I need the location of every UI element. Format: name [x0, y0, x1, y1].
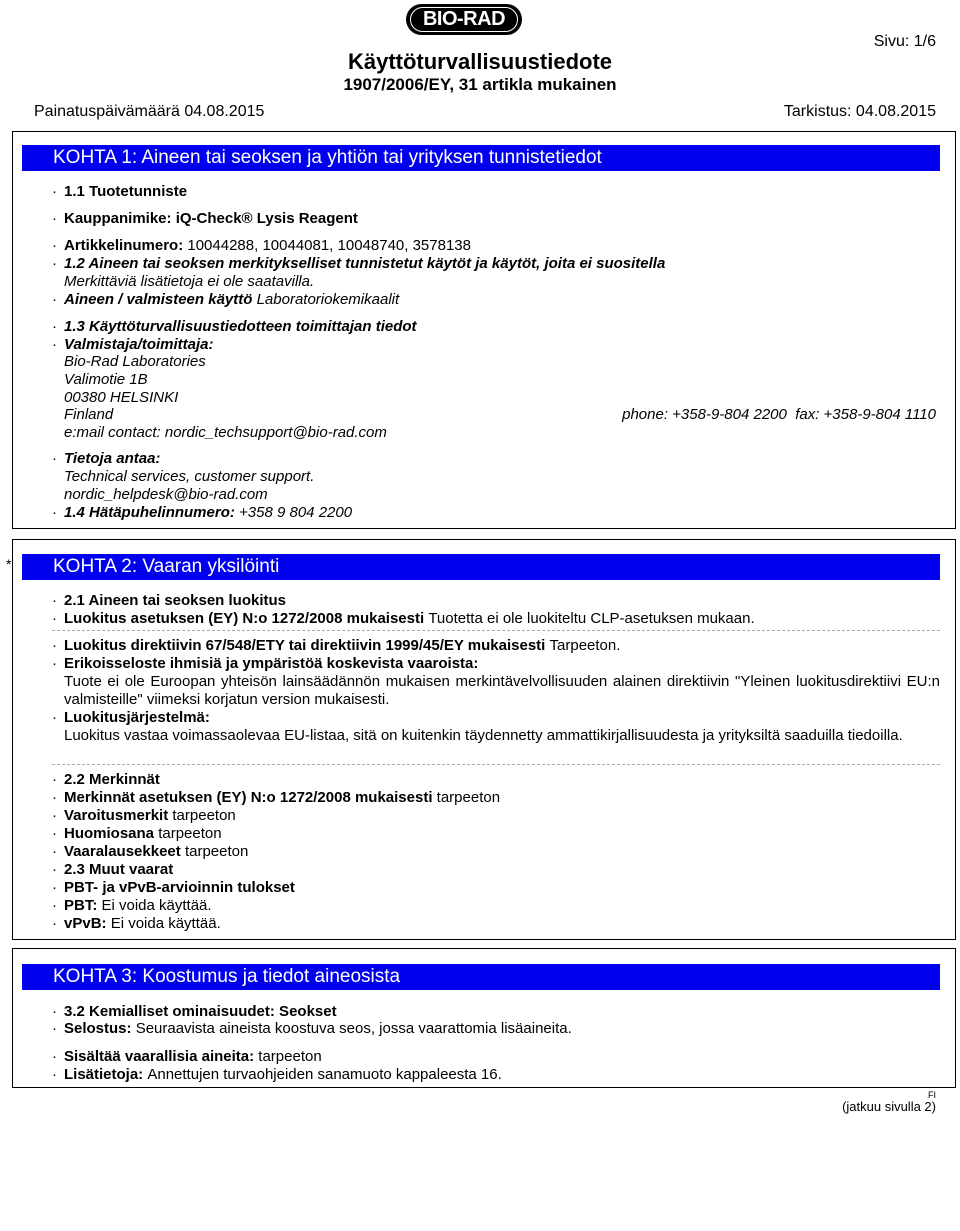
mixture-description: Selostus: Seuraavista aineista koostuva seos, jossa vaarattomia lisäaineita. — [64, 1020, 572, 1037]
relevant-uses-info: Merkittäviä lisätietoja ei ole saatavilla. — [64, 273, 315, 290]
signal-word: Huomiosana tarpeeton — [64, 825, 222, 842]
supplier-country: Finland — [64, 406, 114, 423]
page-number: Sivu: 1/6 — [873, 33, 936, 50]
hazard-statement-label: Erikoisseloste ihmisiä ja ympäristöä koskevista vaaroista: — [64, 655, 479, 672]
clp-labelling: Merkinnät asetuksen (EY) N:o 1272/2008 mukaisesti tarpeeton — [64, 789, 501, 806]
classification-system-label: Luokitusjärjestelmä: — [64, 709, 210, 726]
document-title: Käyttöturvallisuustiedote — [347, 49, 613, 74]
relevant-uses-heading: 1.2 Aineen tai seoksen merkitykselliset tunnistetut käytöt ja käytöt, joita ei suositella — [64, 255, 666, 272]
hazard-statement-text: Tuote ei ole Euroopan yhteisön lainsäädännön mukaisen merkintävelvollisuuden alainen direktiivin "Yleinen luokitusdirektiivi EU:n valmisteille" viimeksi korjatun version mukaisesti. — [64, 673, 940, 708]
supplier-details-heading: 1.3 Käyttöturvallisuustiedotteen toimittajan tiedot — [64, 318, 417, 335]
info-contact-email: nordic_helpdesk@bio-rad.com — [64, 486, 268, 503]
pbt-result: PBT: Ei voida käyttää. — [64, 897, 212, 914]
other-hazards-heading: 2.3 Muut vaarat — [64, 861, 174, 878]
document-subtitle: 1907/2006/EY, 31 artikla mukainen — [343, 75, 617, 94]
manufacturer-label: Valmistaja/toimittaja: — [64, 336, 214, 353]
revision-marker: * — [6, 556, 12, 572]
hazard-pictograms: Varoitusmerkit tarpeeton — [64, 807, 236, 824]
pbt-vpvb-results: PBT- ja vPvB-arvioinnin tulokset — [64, 879, 295, 896]
divider — [52, 764, 940, 765]
article-number: Artikkelinumero: 10044288, 10044081, 10048740, 3578138 — [64, 237, 471, 254]
section-2-header: KOHTA 2: Vaaran yksilöinti — [22, 554, 940, 580]
classification-heading: 2.1 Aineen tai seoksen luokitus — [64, 592, 287, 609]
logo-text: BIO-RAD — [422, 8, 506, 30]
substance-use: Aineen / valmisteen käyttö Laboratoriokemikaalit — [64, 291, 400, 308]
supplier-street: Valimotie 1B — [64, 371, 148, 388]
section-1-header: KOHTA 1: Aineen tai seoksen ja yhtiön tai yrityksen tunnistetiedot — [22, 145, 940, 171]
supplier-phone-fax: phone: +358-9-804 2200 fax: +358-9-804 1110 — [622, 406, 936, 423]
supplier-email: e:mail contact: nordic_techsupport@bio-rad.com — [64, 424, 387, 441]
hazardous-components: Sisältää vaarallisia aineita: tarpeeton — [64, 1048, 322, 1065]
trade-name: Kauppanimike: iQ-Check® Lysis Reagent — [64, 210, 358, 227]
emergency-number: 1.4 Hätäpuhelinnumero: +358 9 804 2200 — [64, 504, 353, 521]
language-code: FI — [928, 1090, 936, 1100]
vpvb-result: vPvB: Ei voida käyttää. — [64, 915, 221, 932]
mixtures-heading: 3.2 Kemialliset ominaisuudet: Seokset — [64, 1003, 337, 1020]
clp-classification: Luokitus asetuksen (EY) N:o 1272/2008 mukaisesti Tuotetta ei ole luokiteltu CLP-asetuksen mukaan. — [64, 610, 755, 627]
supplier-name: Bio-Rad Laboratories — [64, 353, 206, 370]
label-elements-heading: 2.2 Merkinnät — [64, 771, 160, 788]
continued-note: (jatkuu sivulla 2) — [842, 1099, 936, 1114]
bio-rad-logo — [406, 4, 522, 35]
revision-date: Tarkistus: 04.08.2015 — [783, 103, 936, 120]
divider — [52, 630, 940, 631]
hazard-statements: Vaaralausekkeet tarpeeton — [64, 843, 249, 860]
print-date: Painatuspäivämäärä 04.08.2015 — [34, 103, 265, 120]
info-contact-line-1: Technical services, customer support. — [64, 468, 315, 485]
supplier-city: 00380 HELSINKI — [64, 389, 179, 406]
info-contact-label: Tietoja antaa: — [64, 450, 161, 467]
additional-info: Lisätietoja: Annettujen turvaohjeiden sanamuoto kappaleesta 16. — [64, 1066, 502, 1083]
product-identifier-heading: 1.1 Tuotetunniste — [64, 183, 188, 200]
classification-system-text: Luokitus vastaa voimassaolevaa EU-listaa, sitä on kuitenkin täydennetty ammattikirjallisuudesta ja yrityksiltä saaduilla tiedoilla. — [64, 727, 903, 744]
section-3-header: KOHTA 3: Koostumus ja tiedot aineosista — [22, 964, 940, 990]
directive-classification: Luokitus direktiivin 67/548/ETY tai direktiivin 1999/45/EY mukaisesti Tarpeeton. — [64, 637, 621, 654]
